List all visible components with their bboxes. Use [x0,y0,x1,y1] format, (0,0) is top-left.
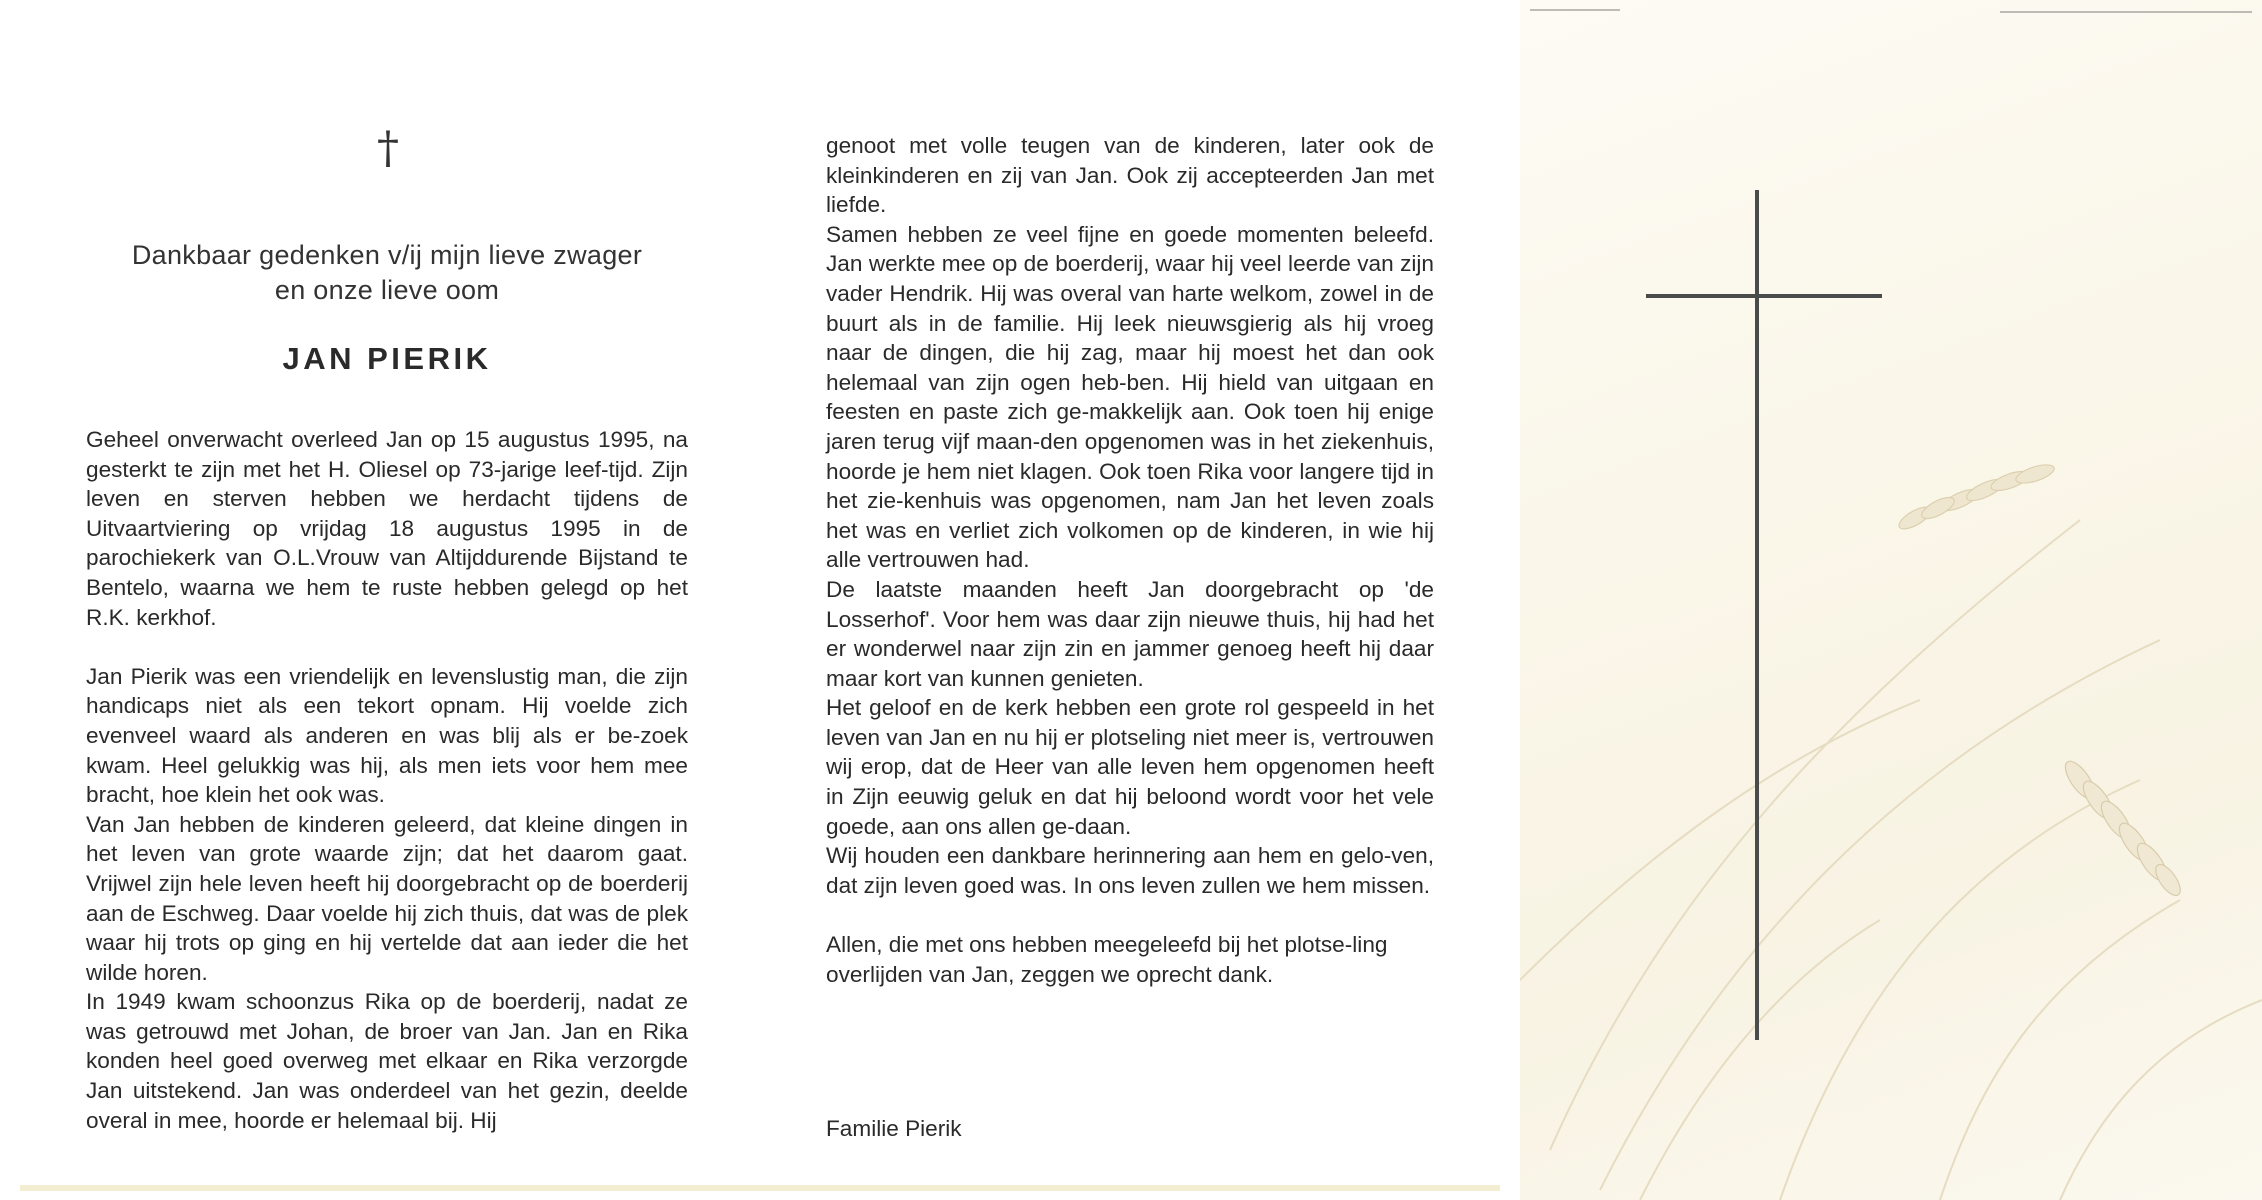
paragraph-gap [86,632,688,662]
paragraph-gap [826,900,1434,930]
dedication [86,238,688,308]
memorial-card-cover [1520,0,2262,1200]
large-cross-icon [1520,0,2262,1200]
deceased-name: JAN PIERIK [282,341,492,376]
dedication-line-1: Dankbaar gedenken v/ij mijn lieve zwager [131,240,643,270]
page-edge [20,1185,1500,1191]
cross-icon: † [377,123,399,174]
paragraph: De laatste maanden heeft Jan doorgebracht op 'de Losserhof'. Voor hem was daar zijn nieuwe thuis, hij had het er wonderwel naar zijn zin en jammer genoeg heeft hij daar maar kort van kunnen genieten. [826,576,1434,691]
signature: Familie Pierik [826,1116,962,1141]
paragraph: Van Jan hebben de kinderen geleerd, dat kleine dingen in het leven van grote waarde zijn; dat het daarom gaat. Vrijwel zijn hele leven heeft hij doorgebracht op de boerderij aan de Eschweg. Daar voelde hij zich thuis, dat was de plek waar hij trots op ging en hij vertelde dat aan ieder die het wilde horen. [86,811,688,985]
paragraph: Samen hebben ze veel fijne en goede momenten beleefd. Jan werkte mee op de boerderij, waar hij veel leerde van zijn vader Hendrik. Hij was overal van harte welkom, zowel in de buurt als in de familie. Hij leek nieuwsgierig als hij vroeg naar de dingen, die hij zag, maar hij moest het dan ook helemaal van zijn ogen heb-ben. Hij hield van uitgaan en feesten en paste zich ge-makkelijk aan. Ook toen hij enige jaren terug vijf maan-den opgenomen was in het ziekenhuis, hoorde je hem niet klagen. Ook toen Rika voor langere tijd in het zie-kenhuis was opgenomen, nam Jan het leven zoals het was en verliet zich volkomen op de kinderen, in wie hij alle vertrouwen had. [826,221,1434,573]
text-column-right [826,131,1434,989]
paragraph: Het geloof en de kerk hebben een grote rol gespeeld in het leven van Jan en nu hij er plotseling niet meer is, vertrouwen wij erop, dat de Heer van alle leven hem opgenomen heeft in Zijn eeuwig geluk en dat hij beloond wordt voor het vele goede, aan ons allen ge-daan. [826,695,1434,839]
text-column-left [86,425,688,1135]
paragraph: genoot met volle teugen van de kinderen, later ook de kleinkinderen en zij van Jan. Ook zij accepteerden Jan met liefde. [826,133,1434,218]
paragraph: Allen, die met ons hebben meegeleefd bij het plotse-ling overlijden van Jan, zeggen we oprecht dank. [826,932,1388,987]
paragraph: Jan Pierik was een vriendelijk en levenslustig man, die zijn handicaps niet als een tekort opnam. Hij voelde zich evenveel waard als anderen en was blij als er be-zoek kwam. Heel gelukkig was hij, als men iets voor hem mee bracht, hoe klein het ook was. [86,663,688,808]
paragraph: Wij houden een dankbare herinnering aan hem en gelo-ven, dat zijn leven goed was. In ons leven zullen we hem missen. [826,843,1434,898]
dedication-line-2: en onze lieve oom [274,275,500,305]
paragraph: Geheel onverwacht overleed Jan op 15 augustus 1995, na gesterkt te zijn met het H. Oliesel op 73-jarige leef-tijd. Zijn leven en sterven hebben we herdacht tijdens de Uitvaartviering op vrijdag 18 augustus 1995 in de parochiekerk van O.L.Vrouw van Altijddurende Bijstand te Bentelo, waarna we hem te ruste hebben gelegd op het R.K. kerkhof. [86,427,688,630]
paragraph: In 1949 kwam schoonzus Rika op de boerderij, nadat ze was getrouwd met Johan, de broer van Jan. Jan en Rika konden heel goed overweg met elkaar en Rika verzorgde Jan uitstekend. Jan was onderdeel van het gezin, deelde overal in mee, hoorde er helemaal bij. Hij [86,989,688,1133]
